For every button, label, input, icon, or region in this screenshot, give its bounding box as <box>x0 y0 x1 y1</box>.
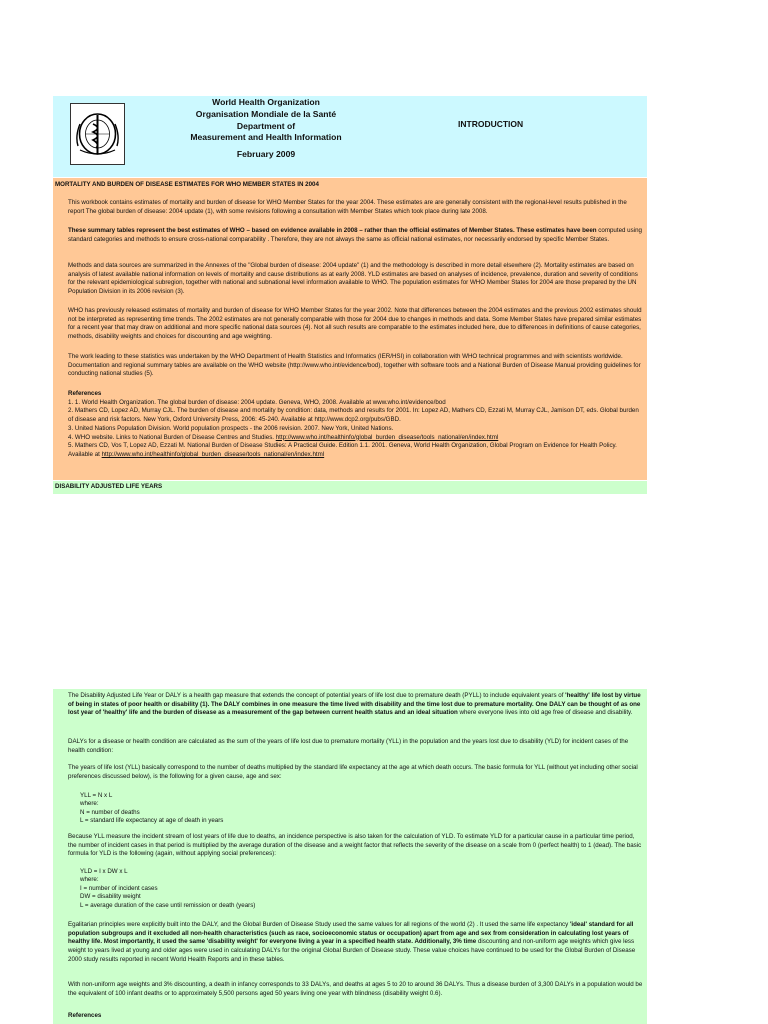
section-title: INTRODUCTION <box>458 119 524 129</box>
references-heading: References <box>68 390 102 397</box>
mortality-paragraph-3: Methods and data sources are summarized in the Annexes of the "Global burden of disease: 2004 update" (1) and the methodology is described in more detail elsewhere (2). Mortality estimates are based on analysis of latest available national information on levels of mortality and cause distributions as at early 2008. YLD estimates are based on analyses of incidence, prevalence, duration and severity of conditions for the relevant epidemiological subregion, together with national and subnational level information available to WHO. The population estimates for WHO Member States for 2004 are those prepared by the UN Population Division in its 2006 revision (3). <box>68 262 638 296</box>
daly-paragraph-3: The years of life lost (YLL) basically correspond to the number of deaths multiplied by the standard life expectancy at the age at which death occurs. The basic formula for YLL (without yet including other social preferences discussed below), is the following for a given cause, age and sex: <box>68 764 638 780</box>
reference-5 <box>68 442 643 459</box>
department-name: Measurement and Health Information <box>190 132 342 143</box>
daly-heading-band <box>53 481 647 494</box>
daly-paragraph-4: Because YLL measure the incident stream of lost years of life due to deaths, an incidence perspective is also taken for the calculation of YLD. To estimate YLD for a particular cause in a particular time period, the number of incident cases in that period is multiplied by the average duration of the disease and a weight factor that reflects the severity of the disease on a scale from 0 (perfect health) to 1 (dead). The basic formula for YLD is the following (again, without applying social preferences): <box>68 833 642 858</box>
mortality-paragraph-4: WHO has previously released estimates of mortality and burden of disease for WHO Member States for the year 2002. Note that differences between the 2004 estimates and the previous 2002 estimates should not be interpreted as representing time trends. The 2002 estimates are not generally comparable with those for 2004 due to changes in methods and data. Some Member States have prepared similar estimates for a recent year that may draw on additional and more specific national data sources (4). Not all such results are comparable to the estimates included here, due to differences in definitions of cause categories, methods, disability weights and choices for discounting and age weighting. <box>68 307 642 341</box>
department-label: Department of <box>236 120 296 131</box>
daly-paragraph-6: With non-uniform age weights and 3% discounting, a death in infancy corresponds to 33 DALYs, and deaths at ages 5 to 20 to around 36 DALYs. Thus a disease burden of 3,300 DALYs in a population would be the equivalent of 100 infant deaths or to approximately 5,500 persons aged 50 years living one year with blindness (disability weight 0.6). <box>68 981 643 997</box>
daly-paragraph-1-bold: 'healthy' life lost by virtue of being in states of poor health or disability (1). The DALY combines in one measure the time lived with disability and the time lost due to premature mortality. One DALY can be thought of as one lost year of 'healthy' life and the burden of disease as a measurement of the gap between current health status and an ideal situation <box>68 692 641 717</box>
yll-formula <box>80 792 223 826</box>
daly-paragraph-5-end: discounting and non-uniform age weights which give less weight to years lived at young and older ages were used in calculating DALYs for the original Global Burden of Disease study. These value choices have continued to be used for the Global Burden of Disease 2000 study results reported in recent World Health Reports and in these tables. <box>68 938 636 963</box>
reference-3: 3. United Nations Population Division. World population prospects - the 2006 revision. 2007. New York, United Nations. <box>68 424 394 432</box>
daly-paragraph-1-end: where everyone lives into old age free of disease and disability. <box>459 709 633 717</box>
mortality-paragraph-1: This workbook contains estimates of mortality and burden of disease for WHO Member States for the year 2004. These estimates are are generally consistent with the regional-level results published in the report The global burden of disease: 2004 update (1), with some revisions following a consultation with Member States which took place during late 2008. <box>68 199 627 215</box>
yld-line-1: YLD = I x DW x L <box>80 868 128 875</box>
mortality-paragraph-5: The work leading to these statistics was undertaken by the WHO Department of Health Statistics and Informatics (IER/HSI) in collaboration with WHO technical programmes and with scientists worldwide. Documentation and regional summary tables are available on the WHO website (http://www.who.int/evidence/bod), together with software tools and a National Burden of Disease Manual providing guidelines for conducting national studies (5). <box>68 353 641 378</box>
yld-line-2: where: <box>80 876 99 884</box>
daly-paragraph-1 <box>68 692 643 718</box>
reference-4-text: 4. WHO website. Links to National Burden of Disease Centres and Studies. <box>68 433 276 441</box>
reference-4 <box>68 434 643 443</box>
publication-date: February 2009 <box>236 149 296 160</box>
daly-paragraph-5-bold: 'ideal' standard for all population subgroups and it excluded all non-health characteristics (such as race, socioeconomic status or occupation) apart from age and sex from consideration in calculating lost years of healthy life. Most importantly, it used the same 'disability weight' for everyone living a year in a specified health state. Additionally, 3% time <box>68 921 634 946</box>
yll-line-2: where: <box>80 800 99 808</box>
organization-block <box>153 97 379 161</box>
who-emblem-logo <box>70 103 125 165</box>
mortality-title: MORTALITY AND BURDEN OF DISEASE ESTIMATES FOR WHO MEMBER STATES IN 2004 <box>55 181 319 188</box>
yll-line-4: L = standard life expectancy at age of death in years <box>80 817 224 825</box>
yld-formula <box>80 868 255 910</box>
header-band <box>53 96 647 177</box>
daly-paragraph-5 <box>68 921 643 965</box>
yll-line-1: YLL = N x L <box>80 792 113 799</box>
mortality-paragraph-2-rest: computed using standard categories and methods to ensure cross-national comparability . Therefore, they are not always the same as official national estimates, nor necessarily endorsed by specific Member States. <box>68 227 642 243</box>
yld-line-4: DW = disability weight <box>80 893 141 901</box>
reference-5-text: 5. Mathers CD, Vos T, Lopez AD, Ezzati M. National Burden of Disease Studies: A Practical Guide. Edition 1.1. 2001. Geneva, World Health Organization, Global Program on Evidence for Health Policy. Available at <box>68 442 617 458</box>
yld-line-3: I = number of incident cases <box>80 884 158 892</box>
daly-paragraph-1-start: The Disability Adjusted Life Year or DALY is a health gap measure that extends the concept of potential years of life lost due to premature death (PYLL) to include equivalent years of <box>68 692 564 699</box>
daly-references-heading: References <box>68 1012 102 1019</box>
org-name-french: Organisation Mondiale de la Santé <box>195 108 337 119</box>
reference-4-link[interactable]: http://www.who.int/healthinfo/global_burden_disease/tools_national/en/index.html <box>275 433 499 441</box>
mortality-paragraph-2 <box>68 227 643 244</box>
daly-paragraph-5-start: Egalitarian principles were explicitly built into the DALY, and the Global Burden of Disease Study used the same values for all regions of the world (2) . It used the same life expectancy <box>68 921 569 928</box>
daly-heading: DISABILITY ADJUSTED LIFE YEARS <box>55 483 163 490</box>
mortality-section <box>53 178 647 480</box>
reference-2: 2. Mathers CD, Lopez AD, Murray CJL. The burden of disease and mortality by condition: data, methods and results for 2001. In: Lopez AD, Mathers CD, Ezzati M, Murray CJL, Jamison DT, eds. Global burden of disease and risk factors. New York, Oxford University Press, 2006: 45-240. Available at http://www.dcp2.org/pubs/GBD. <box>68 407 639 424</box>
mortality-references <box>68 390 643 460</box>
daly-section <box>53 689 647 1024</box>
yll-line-3: N = number of deaths <box>80 808 140 816</box>
yld-line-5: L = average duration of the case until remission or death (years) <box>80 901 256 909</box>
reference-5-link[interactable]: http://www.who.int/healthinfo/global_burden_disease/tools_national/en/index.html <box>101 450 325 458</box>
daly-paragraph-2: DALYs for a disease or health condition are calculated as the sum of the years of life lost due to premature mortality (YLL) in the population and the years lost due to disability (YLD) for incident cases of the health condition: <box>68 738 629 754</box>
mortality-paragraph-2-bold: These summary tables represent the best estimates of WHO – based on evidence available in 2008 – rather than the official estimates of Member States. These estimates have been <box>68 227 597 234</box>
reference-1: 1. 1. World Health Organization. The global burden of disease: 2004 update. Geneva, WHO, 2008. Available at www.who.int/evidence/bod <box>68 398 446 406</box>
org-name-english: World Health Organization <box>212 97 320 107</box>
